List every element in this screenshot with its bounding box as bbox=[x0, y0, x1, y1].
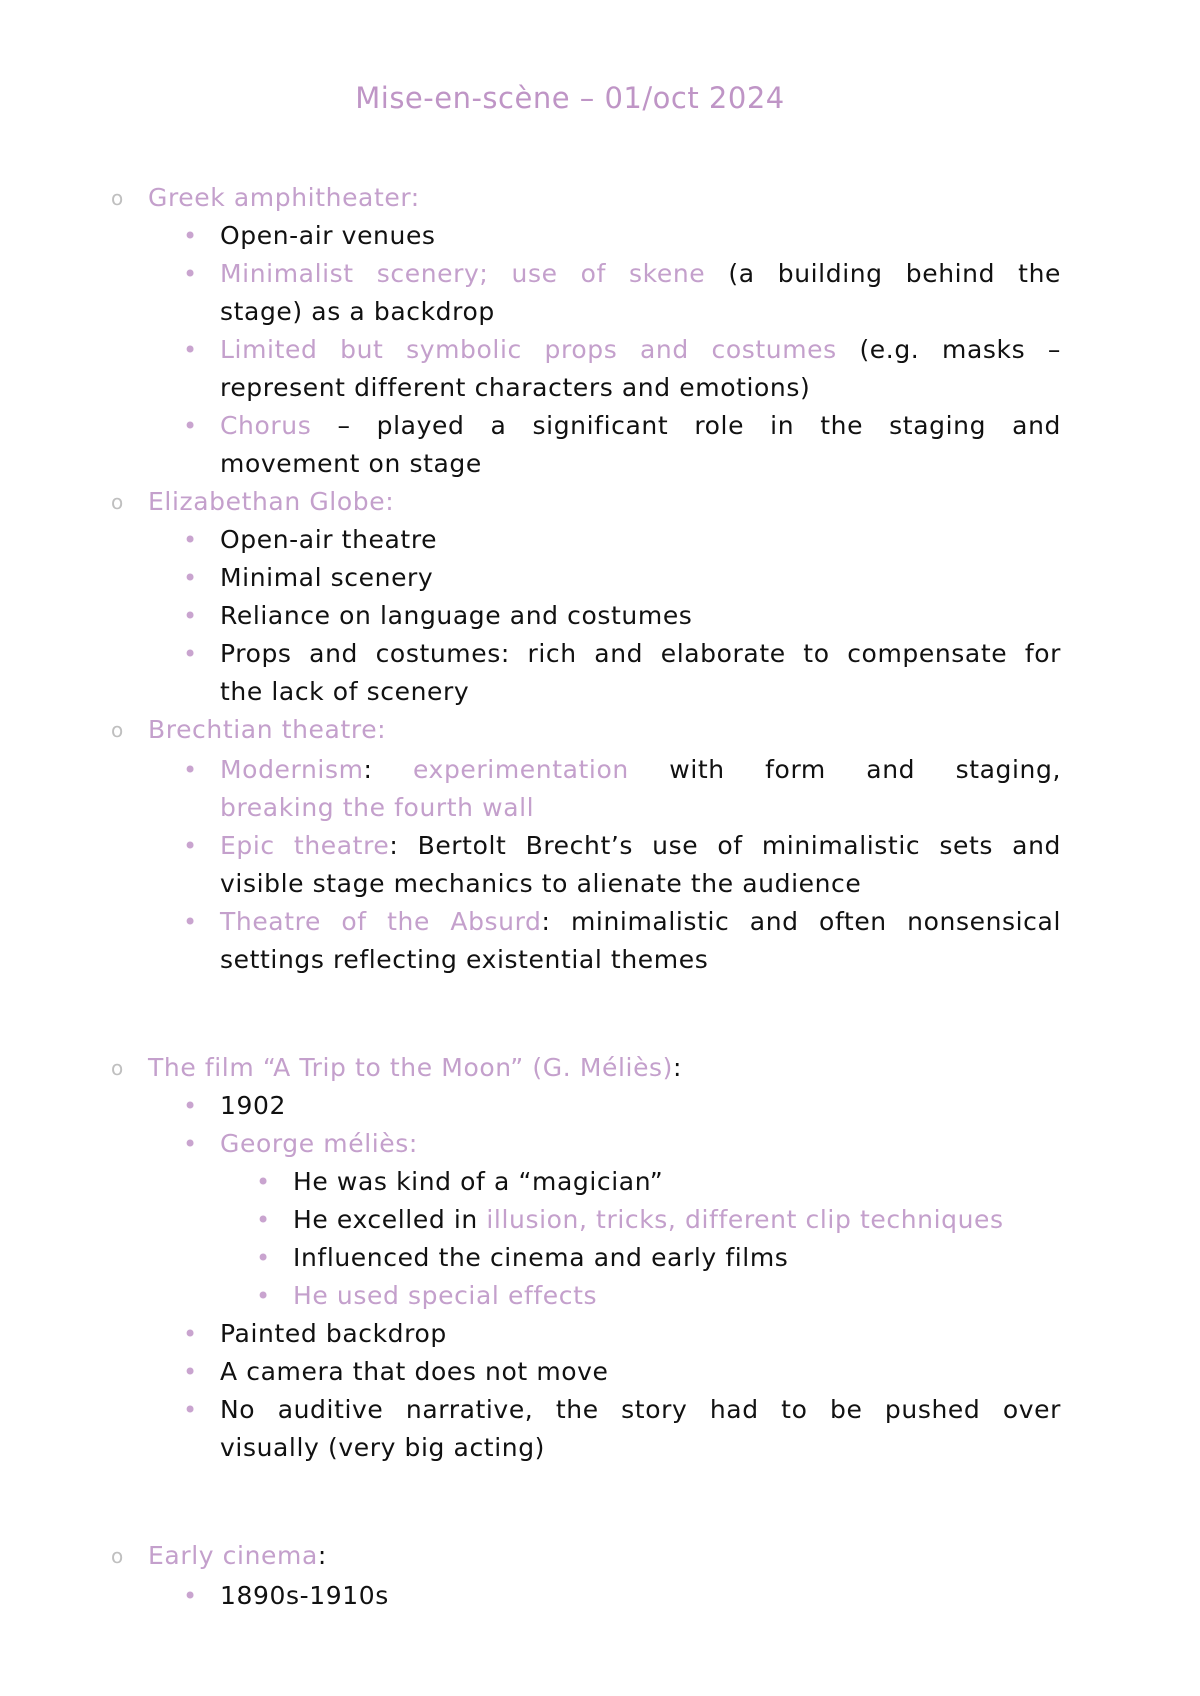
item-text: – played a significant role in the staging and bbox=[311, 411, 1061, 440]
list-item bbox=[183, 903, 1061, 979]
sub-list-item bbox=[256, 1277, 1061, 1315]
bullet-icon: • bbox=[183, 564, 198, 592]
section-heading-suffix: : bbox=[317, 1541, 327, 1570]
item-text: : minimalistic and often nonsensical bbox=[541, 907, 1061, 936]
bullet-icon: • bbox=[183, 640, 198, 668]
bullet-icon: • bbox=[183, 756, 198, 784]
bullet-icon: • bbox=[183, 1582, 198, 1610]
section-heading: Elizabethan Globe: bbox=[148, 487, 395, 516]
section-heading: The film “A Trip to the Moon” (G. Méliès) bbox=[148, 1053, 674, 1082]
item-accent-text: Modernism bbox=[220, 755, 364, 784]
item-accent-text: He used special effects bbox=[293, 1281, 598, 1310]
item-accent-text: illusion, tricks, different clip techniques bbox=[486, 1205, 1004, 1234]
bullet-icon: • bbox=[183, 1092, 198, 1120]
item-text: Painted backdrop bbox=[220, 1319, 447, 1348]
item-accent-text: experimentation bbox=[413, 755, 629, 784]
item-text: 1890s-1910s bbox=[220, 1581, 389, 1610]
hollow-circle-bullet-icon: o bbox=[111, 718, 124, 742]
section-heading: Brechtian theatre: bbox=[148, 715, 387, 744]
bullet-icon: • bbox=[183, 526, 198, 554]
item-accent-text: Limited but symbolic props and costumes bbox=[220, 335, 837, 364]
item-text-continued: the lack of scenery bbox=[220, 677, 470, 706]
bullet-icon: • bbox=[183, 1396, 198, 1424]
item-accent-text: George méliès: bbox=[220, 1129, 418, 1158]
item-text-continued: stage) as a backdrop bbox=[220, 297, 495, 326]
sub-list-item bbox=[256, 1163, 1061, 1201]
item-text: (a building behind the bbox=[705, 259, 1062, 288]
list-item bbox=[183, 751, 1061, 827]
item-accent-text-continued: breaking the fourth wall bbox=[220, 793, 535, 822]
list-item bbox=[183, 1353, 1061, 1391]
sub-list-item bbox=[256, 1201, 1061, 1239]
item-text: : bbox=[363, 755, 414, 784]
list-item bbox=[183, 1125, 1061, 1163]
bullet-icon: • bbox=[183, 1130, 198, 1158]
bullet-icon: • bbox=[183, 222, 198, 250]
item-text-continued: settings reflecting existential themes bbox=[220, 945, 709, 974]
item-text: Open-air theatre bbox=[220, 525, 438, 554]
hollow-circle-bullet-icon: o bbox=[111, 186, 124, 210]
list-item bbox=[183, 1391, 1061, 1467]
list-item bbox=[183, 827, 1061, 903]
item-accent-text: Chorus bbox=[220, 411, 312, 440]
item-text: He was kind of a “magician” bbox=[293, 1167, 664, 1196]
item-text: He excelled in bbox=[293, 1205, 487, 1234]
item-text-continued: represent different characters and emotions) bbox=[220, 373, 811, 402]
bullet-icon: • bbox=[183, 336, 198, 364]
list-item bbox=[183, 635, 1061, 711]
list-item bbox=[183, 1087, 1061, 1125]
bullet-icon: • bbox=[256, 1244, 271, 1272]
bullet-icon: • bbox=[183, 1358, 198, 1386]
item-text: : Bertolt Brecht’s use of minimalistic sets and bbox=[389, 831, 1061, 860]
item-text: Props and costumes: rich and elaborate to compensate for bbox=[220, 639, 1061, 668]
list-item bbox=[183, 559, 1061, 597]
item-accent-text: Epic theatre bbox=[220, 831, 390, 860]
list-item bbox=[183, 255, 1062, 331]
page-title: Mise-en-scène – 01/oct 2024 bbox=[355, 81, 785, 115]
item-text-continued: visually (very big acting) bbox=[220, 1433, 546, 1462]
item-text: with form and staging, bbox=[628, 755, 1061, 784]
hollow-circle-bullet-icon: o bbox=[111, 1056, 124, 1080]
hollow-circle-bullet-icon: o bbox=[111, 1544, 124, 1568]
item-text: (e.g. masks – bbox=[836, 335, 1061, 364]
list-item bbox=[183, 1315, 1061, 1353]
list-item bbox=[183, 1577, 1061, 1615]
bullet-icon: • bbox=[256, 1168, 271, 1196]
bullet-icon: • bbox=[183, 832, 198, 860]
bullet-icon: • bbox=[183, 412, 198, 440]
bullet-icon: • bbox=[256, 1206, 271, 1234]
hollow-circle-bullet-icon: o bbox=[111, 490, 124, 514]
bullet-icon: • bbox=[183, 602, 198, 630]
item-text: No auditive narrative, the story had to be pushed over bbox=[220, 1395, 1061, 1424]
item-text: Reliance on language and costumes bbox=[220, 601, 693, 630]
section-heading: Greek amphitheater: bbox=[148, 183, 420, 212]
item-accent-text: Theatre of the Absurd bbox=[220, 907, 542, 936]
item-text-continued: movement on stage bbox=[220, 449, 482, 478]
bullet-icon: • bbox=[183, 1320, 198, 1348]
bullet-icon: • bbox=[183, 260, 198, 288]
list-item bbox=[183, 407, 1061, 483]
bullet-icon: • bbox=[256, 1282, 271, 1310]
item-text: 1902 bbox=[220, 1091, 287, 1120]
sub-list-item bbox=[256, 1239, 1061, 1277]
item-accent-text: Minimalist scenery; use of skene bbox=[220, 259, 706, 288]
section-heading-suffix: : bbox=[673, 1053, 683, 1082]
list-item bbox=[183, 597, 1061, 635]
list-item bbox=[183, 217, 1061, 255]
list-item bbox=[183, 331, 1061, 407]
item-text: Open-air venues bbox=[220, 221, 436, 250]
bullet-icon: • bbox=[183, 908, 198, 936]
list-item bbox=[183, 521, 1061, 559]
item-text: Minimal scenery bbox=[220, 563, 434, 592]
item-text-continued: visible stage mechanics to alienate the audience bbox=[220, 869, 862, 898]
item-text: Influenced the cinema and early films bbox=[293, 1243, 789, 1272]
item-text: A camera that does not move bbox=[220, 1357, 609, 1386]
section-heading: Early cinema bbox=[148, 1541, 318, 1570]
